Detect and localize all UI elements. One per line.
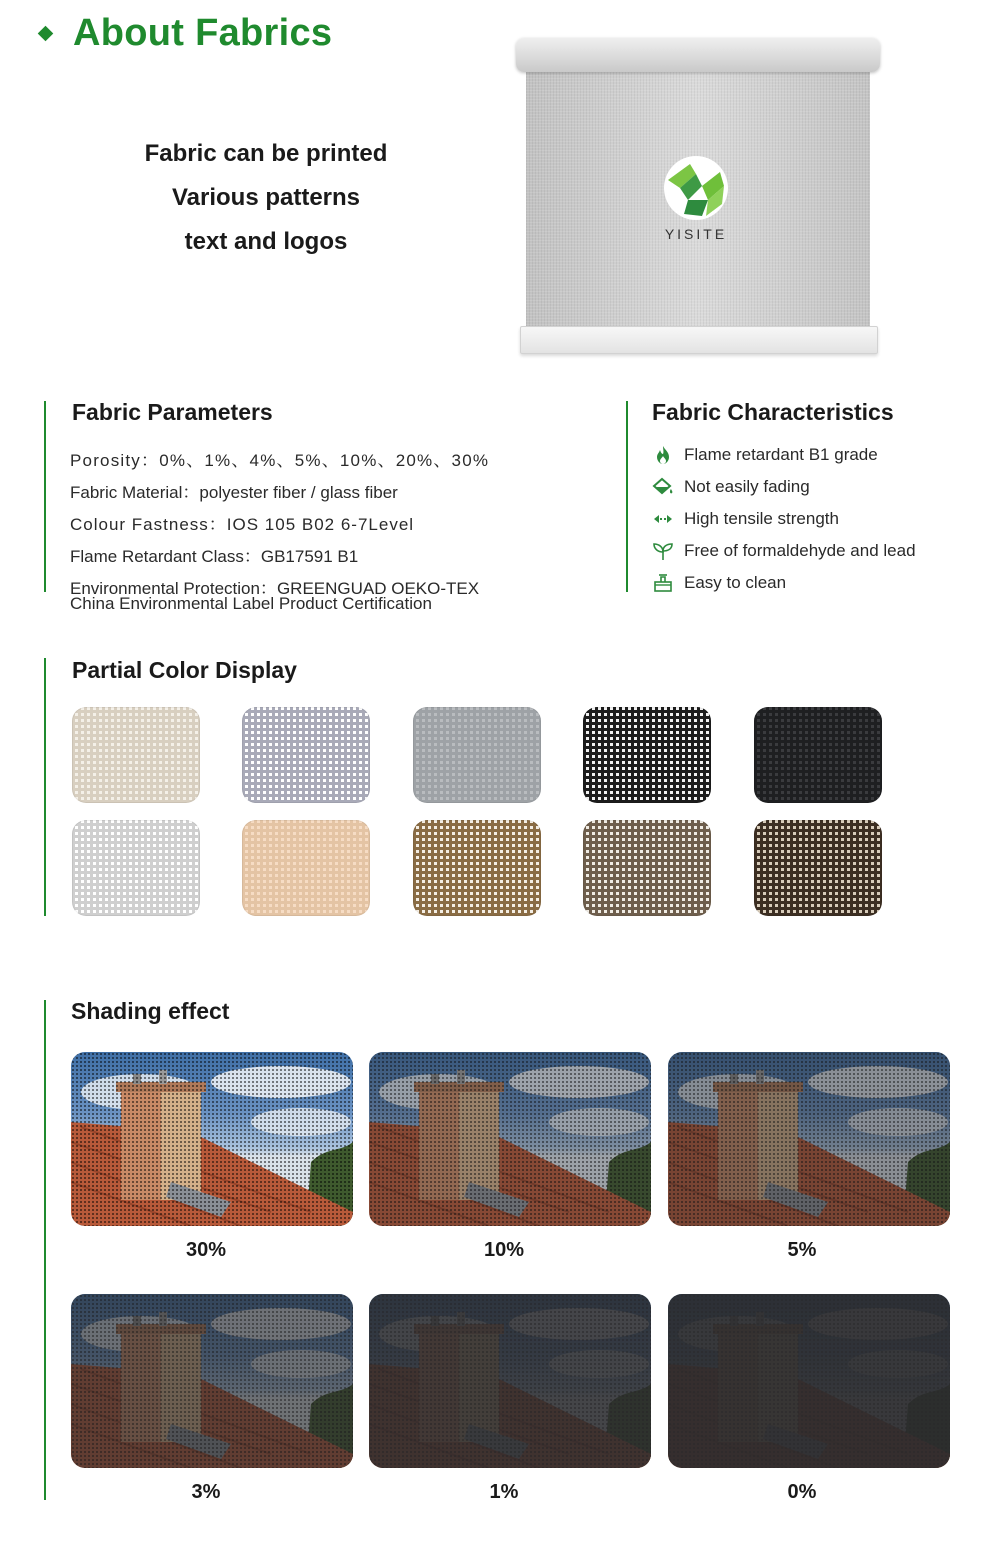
- shading-photo: [668, 1052, 950, 1226]
- intro-text: [100, 132, 432, 264]
- shading-photo: [369, 1294, 651, 1468]
- param-environmental-cert: China Environmental Label Product Certification: [70, 594, 432, 613]
- intro-line: Various patterns: [171, 184, 361, 211]
- shade-overlay: [668, 1052, 950, 1226]
- characteristic-item: [652, 445, 878, 465]
- shade-overlay: [369, 1052, 651, 1226]
- color-swatch: [754, 707, 882, 803]
- intro-line: Fabric can be printed: [144, 140, 388, 167]
- section-divider-line: [44, 1000, 46, 1500]
- shading-photo: [369, 1052, 651, 1226]
- characteristics-title: Fabric Characteristics: [652, 399, 894, 425]
- blind-bottom-bar: [520, 326, 878, 354]
- param-colour-fastness: [70, 510, 414, 535]
- characteristic-text: High tensile strength: [684, 509, 839, 528]
- characteristic-text: Flame retardant B1 grade: [684, 445, 878, 464]
- shading-photo: [668, 1294, 950, 1468]
- shading-label: 30%: [185, 1239, 227, 1261]
- shading-label: 5%: [787, 1239, 817, 1261]
- characteristic-item: [652, 541, 916, 561]
- param-value: GREENGUAD OEKO-TEX: [276, 579, 480, 598]
- colors-title: Partial Color Display: [72, 657, 297, 683]
- characteristic-item: [652, 509, 839, 529]
- color-swatch: [72, 707, 200, 803]
- color-swatch: [413, 707, 541, 803]
- color-swatch: [242, 820, 370, 916]
- color-swatch: [583, 820, 711, 916]
- cleaning-icon: [652, 573, 674, 593]
- param-label: Fabric Material：: [70, 483, 200, 502]
- characteristic-text: Not easily fading: [684, 477, 810, 496]
- shading-photo: [71, 1294, 353, 1468]
- characteristic-text: Free of formaldehyde and lead: [684, 541, 916, 560]
- characteristic-text: Easy to clean: [684, 573, 787, 592]
- color-swatch: [242, 707, 370, 803]
- param-flame-class: [70, 542, 358, 567]
- param-label: Flame Retardant Class：: [70, 547, 261, 566]
- characteristic-item: [652, 573, 786, 593]
- color-swatch: [413, 820, 541, 916]
- blind-roller-tube: [516, 38, 880, 72]
- double-arrow-icon: [652, 509, 674, 529]
- shading-title: Shading effect: [71, 998, 230, 1024]
- sprout-icon: [652, 541, 674, 561]
- shading-label: 0%: [787, 1481, 817, 1503]
- flame-icon: [652, 445, 674, 465]
- param-value: 0%、1%、4%、5%、10%、20%、30%: [159, 451, 490, 470]
- section-divider-line: [44, 401, 46, 592]
- paint-bucket-icon: [652, 477, 674, 497]
- shading-photo: [71, 1052, 353, 1226]
- color-swatch: [754, 820, 882, 916]
- shading-label: 10%: [483, 1239, 525, 1261]
- color-swatch: [72, 820, 200, 916]
- characteristic-item: [652, 477, 810, 497]
- yisite-logo-icon: [662, 154, 730, 222]
- param-value: polyester fiber / glass fiber: [199, 483, 398, 502]
- page-title: About Fabrics: [73, 12, 333, 54]
- brand-wordmark: YISITE: [664, 226, 728, 242]
- shade-overlay: [369, 1294, 651, 1468]
- shading-label: 3%: [191, 1481, 221, 1503]
- param-label: Colour Fastness：: [70, 515, 227, 534]
- shade-overlay: [668, 1294, 950, 1468]
- parameters-title: Fabric Parameters: [72, 399, 273, 425]
- param-material: [70, 478, 398, 503]
- color-swatch: [583, 707, 711, 803]
- shade-overlay: [71, 1294, 353, 1468]
- page-title-row: [40, 12, 332, 55]
- section-divider-line: [44, 658, 46, 916]
- intro-line: text and logos: [184, 228, 348, 255]
- shading-label: 1%: [489, 1481, 519, 1503]
- param-porosity: [70, 446, 489, 471]
- param-label: Porosity：: [70, 451, 160, 470]
- param-value: IOS 105 B02 6-7Level: [226, 515, 415, 534]
- roller-blind-image: [510, 36, 885, 356]
- param-label: Environmental Protection：: [70, 579, 277, 598]
- param-value: GB17591 B1: [260, 547, 359, 566]
- diamond-bullet-icon: [38, 26, 54, 42]
- section-divider-line: [626, 401, 628, 592]
